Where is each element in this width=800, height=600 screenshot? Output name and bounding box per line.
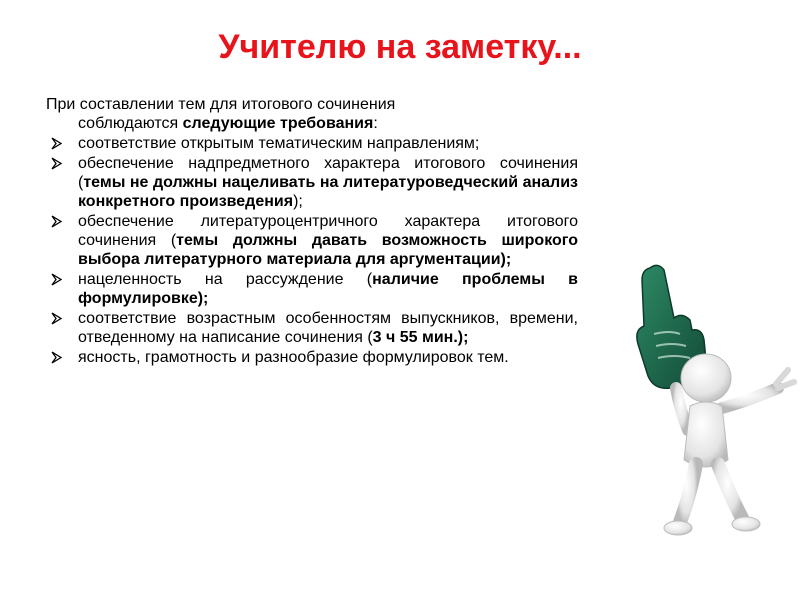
item-text: обеспечение надпредметного характера итогового сочинения ( [78,155,578,191]
intro-line1: При составлении тем для итогового сочинения [46,96,396,113]
item-text: соответствие возрастным особенностям выпускников, времени, отведенному на написание сочинения ( [78,310,578,346]
item-bold: наличие проблемы в формулировке); [78,271,578,307]
intro-plain: соблюдаются [78,115,183,132]
item-bold: темы должны давать возможность широкого выбора литературного материала для аргументации); [78,232,578,268]
requirements-text [46,95,578,368]
requirements-list [46,134,578,367]
intro-paragraph [46,95,578,133]
stick-figure-foam-finger-icon [610,260,800,540]
item-bold: 3 ч 55 мин.); [372,329,469,346]
intro-tail: : [373,115,378,132]
slide-title: Учителю на заметку... [218,28,582,66]
intro-bold: следующие требования [182,115,374,132]
arrowhead-bullet-icon [50,348,64,367]
list-item [46,270,578,308]
arrowhead-bullet-icon [50,134,64,153]
list-item [46,212,578,269]
list-item [46,309,578,347]
item-text: обеспечение литературоцентричного характера итогового сочинения ( [78,213,578,249]
item-bold: темы не должны нацеливать на литературоведческий анализ конкретного произведения [78,174,578,210]
item-text: соответствие открытым тематическим направлениям; [78,135,480,152]
list-item [46,154,578,211]
item-text: ясность, грамотность и разнообразие формулировок тем. [78,349,509,366]
list-item [46,348,578,367]
list-item [46,134,578,153]
arrowhead-bullet-icon [50,270,64,289]
arrowhead-bullet-icon [50,212,64,231]
arrowhead-bullet-icon [50,154,64,173]
item-text: нацеленность на рассуждение ( [78,271,373,288]
intro-line2 [46,114,578,133]
item-tail: ); [293,193,303,210]
arrowhead-bullet-icon [50,309,64,328]
